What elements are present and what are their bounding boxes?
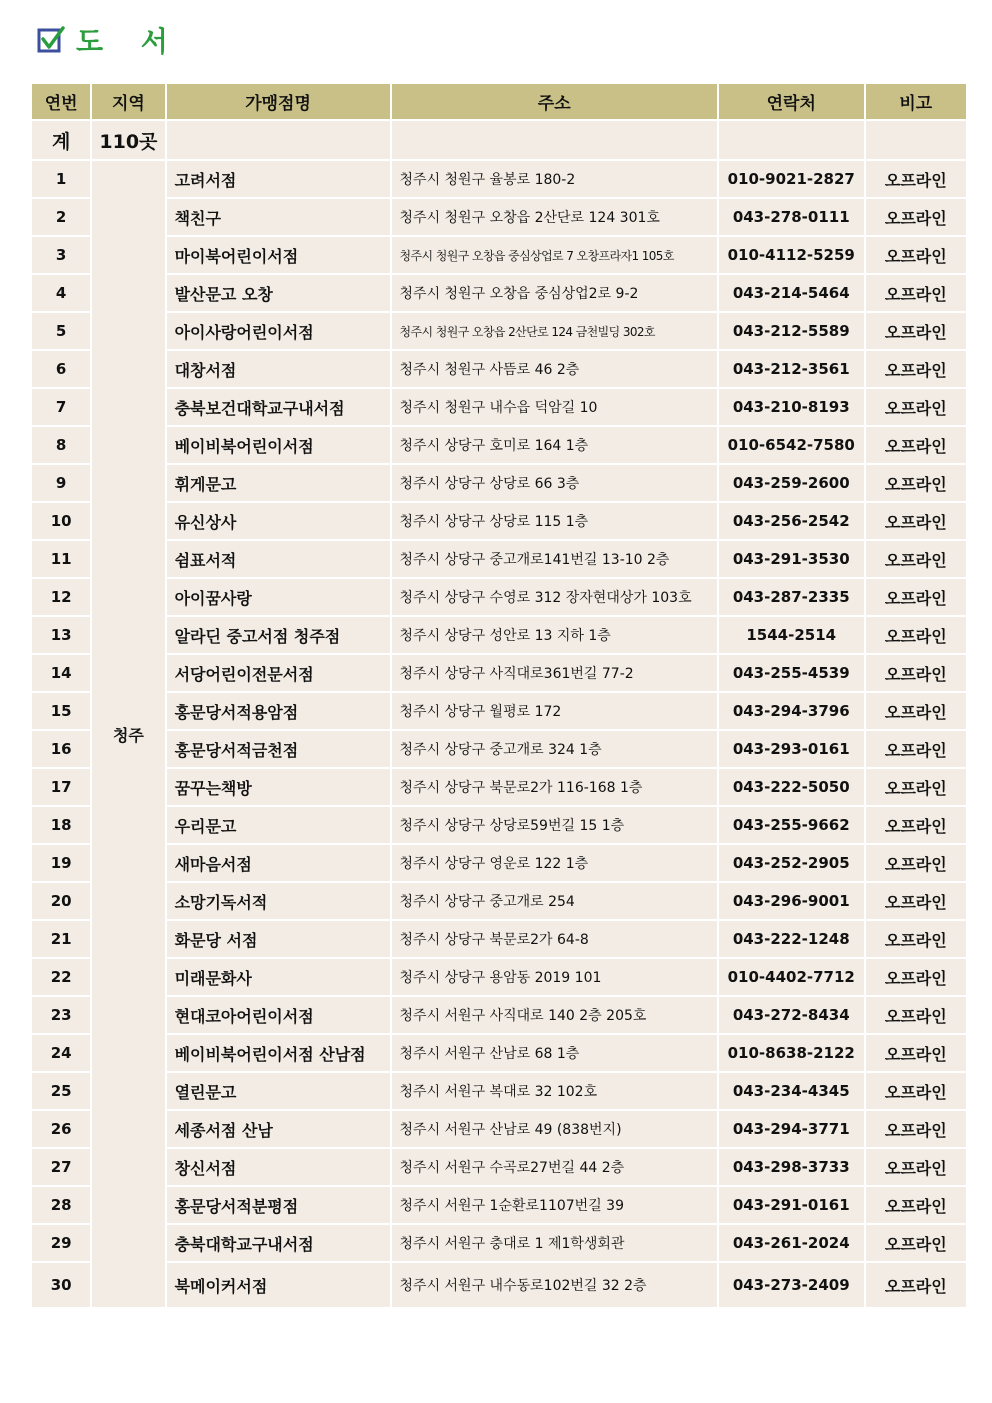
store-name: 열린문고 [167,1073,390,1109]
table-row [32,921,966,957]
store-name: 꿈꾸는책방 [167,769,390,805]
table-row [32,275,966,311]
row-number: 29 [32,1225,90,1261]
row-number: 22 [32,959,90,995]
store-address: 청주시 상당구 성안로 13 지하 1층 [392,617,717,653]
store-address: 청주시 서원구 내수동로102번길 32 2층 [392,1263,717,1307]
store-name: 마이북어린이서점 [167,237,390,273]
row-number: 1 [32,161,90,197]
store-phone: 043-272-8434 [719,997,864,1033]
store-address: 청주시 서원구 충대로 1 제1학생회관 [392,1225,717,1261]
table-row [32,1073,966,1109]
row-number: 24 [32,1035,90,1071]
store-note: 오프라인 [866,313,966,349]
store-address: 청주시 서원구 복대로 32 102호 [392,1073,717,1109]
total-row [32,121,966,159]
store-note: 오프라인 [866,275,966,311]
row-number: 7 [32,389,90,425]
store-phone: 043-298-3733 [719,1149,864,1185]
store-address: 청주시 상당구 중고개로 324 1층 [392,731,717,767]
store-note: 오프라인 [866,921,966,957]
store-note: 오프라인 [866,389,966,425]
store-phone: 043-256-2542 [719,503,864,539]
store-phone: 043-296-9001 [719,883,864,919]
table-row [32,959,966,995]
store-name: 충북보건대학교구내서점 [167,389,390,425]
row-number: 8 [32,427,90,463]
store-name: 휘게문고 [167,465,390,501]
table-row [32,161,966,197]
store-note: 오프라인 [866,1149,966,1185]
checkbox-check-icon [36,25,66,55]
row-number: 26 [32,1111,90,1147]
store-phone: 043-278-0111 [719,199,864,235]
store-address: 청주시 청원구 사뜸로 46 2층 [392,351,717,387]
table-row [32,313,966,349]
store-name: 아이사랑어린이서점 [167,313,390,349]
row-number: 2 [32,199,90,235]
store-phone: 010-4402-7712 [719,959,864,995]
store-note: 오프라인 [866,1263,966,1307]
store-phone: 043-222-1248 [719,921,864,957]
section-title: 도 서 [76,25,182,58]
store-note: 오프라인 [866,883,966,919]
store-note: 오프라인 [866,769,966,805]
store-address: 청주시 서원구 산남로 49 (838번지) [392,1111,717,1147]
store-address: 청주시 서원구 사직대로 140 2층 205호 [392,997,717,1033]
store-address: 청주시 서원구 1순환로1107번길 39 [392,1187,717,1223]
region-cell: 청주 [92,161,164,1307]
store-phone: 043-212-5589 [719,313,864,349]
header-region: 지역 [92,84,164,119]
header-address: 주소 [392,84,717,119]
store-address: 청주시 청원구 오창읍 2산단로 124 금천빌딩 302호 [392,313,717,349]
row-number: 25 [32,1073,90,1109]
store-note: 오프라인 [866,351,966,387]
store-note: 오프라인 [866,959,966,995]
store-name: 충북대학교구내서점 [167,1225,390,1261]
store-address: 청주시 상당구 사직대로361번길 77-2 [392,655,717,691]
store-phone: 043-291-0161 [719,1187,864,1223]
store-phone: 043-294-3796 [719,693,864,729]
table-row [32,541,966,577]
store-name: 화문당 서점 [167,921,390,957]
table-row [32,465,966,501]
table-row [32,883,966,919]
store-address: 청주시 서원구 산남로 68 1층 [392,1035,717,1071]
store-phone: 043-287-2335 [719,579,864,615]
store-address: 청주시 상당구 월평로 172 [392,693,717,729]
table-row [32,655,966,691]
store-note: 오프라인 [866,427,966,463]
total-count: 110곳 [92,121,164,159]
store-note: 오프라인 [866,731,966,767]
store-name: 북메이커서점 [167,1263,390,1307]
table-row [32,693,966,729]
store-phone: 043-252-2905 [719,845,864,881]
store-address: 청주시 상당구 상당로 115 1층 [392,503,717,539]
table-row [32,1035,966,1071]
store-note: 오프라인 [866,655,966,691]
store-phone: 043-261-2024 [719,1225,864,1261]
store-phone: 043-293-0161 [719,731,864,767]
store-name: 서당어린이전문서점 [167,655,390,691]
store-address: 청주시 청원구 내수읍 덕암길 10 [392,389,717,425]
store-name: 발산문고 오창 [167,275,390,311]
table-row [32,1149,966,1185]
store-phone: 043-259-2600 [719,465,864,501]
store-name: 베이비북어린이서점 [167,427,390,463]
row-number: 11 [32,541,90,577]
row-number: 6 [32,351,90,387]
row-number: 30 [32,1263,90,1307]
store-note: 오프라인 [866,617,966,653]
table-row [32,997,966,1033]
store-note: 오프라인 [866,807,966,843]
table-row [32,579,966,615]
store-name: 현대코아어린이서점 [167,997,390,1033]
table-row [32,1187,966,1223]
store-phone: 043-255-9662 [719,807,864,843]
row-number: 28 [32,1187,90,1223]
row-number: 9 [32,465,90,501]
store-note: 오프라인 [866,1187,966,1223]
store-name: 새마음서점 [167,845,390,881]
header-store: 가맹점명 [167,84,390,119]
bookstore-table [30,82,968,1309]
table-row [32,845,966,881]
store-phone: 010-4112-5259 [719,237,864,273]
store-phone: 043-234-4345 [719,1073,864,1109]
store-phone: 010-9021-2827 [719,161,864,197]
store-name: 유신상사 [167,503,390,539]
store-phone: 1544-2514 [719,617,864,653]
row-number: 17 [32,769,90,805]
store-phone: 043-222-5050 [719,769,864,805]
store-name: 쉼표서적 [167,541,390,577]
table-row [32,807,966,843]
store-address: 청주시 상당구 중고개로141번길 13-10 2층 [392,541,717,577]
store-name: 홍문당서적금천점 [167,731,390,767]
row-number: 12 [32,579,90,615]
table-row [32,351,966,387]
store-phone: 010-8638-2122 [719,1035,864,1071]
store-name: 미래문화사 [167,959,390,995]
store-note: 오프라인 [866,1035,966,1071]
store-note: 오프라인 [866,579,966,615]
row-number: 27 [32,1149,90,1185]
store-note: 오프라인 [866,503,966,539]
row-number: 16 [32,731,90,767]
store-note: 오프라인 [866,199,966,235]
row-number: 21 [32,921,90,957]
store-note: 오프라인 [866,693,966,729]
table-row [32,389,966,425]
store-note: 오프라인 [866,161,966,197]
store-phone: 010-6542-7580 [719,427,864,463]
store-name: 책친구 [167,199,390,235]
total-label: 계 [32,121,90,159]
store-name: 알라딘 중고서점 청주점 [167,617,390,653]
header-phone: 연락처 [719,84,864,119]
store-address: 청주시 청원구 오창읍 중심상업로 7 오창프라자1 105호 [392,237,717,273]
store-note: 오프라인 [866,1111,966,1147]
store-address: 청주시 상당구 상당로 66 3층 [392,465,717,501]
table-row [32,769,966,805]
store-address: 청주시 청원구 오창읍 2산단로 124 301호 [392,199,717,235]
row-number: 13 [32,617,90,653]
table-header-row [32,84,966,119]
table-row [32,1263,966,1307]
store-phone: 043-273-2409 [719,1263,864,1307]
row-number: 19 [32,845,90,881]
store-address: 청주시 상당구 중고개로 254 [392,883,717,919]
section-heading [36,20,182,60]
store-name: 창신서점 [167,1149,390,1185]
store-address: 청주시 청원구 율봉로 180-2 [392,161,717,197]
store-name: 우리문고 [167,807,390,843]
store-note: 오프라인 [866,1073,966,1109]
store-phone: 043-294-3771 [719,1111,864,1147]
store-phone: 043-291-3530 [719,541,864,577]
store-note: 오프라인 [866,845,966,881]
row-number: 23 [32,997,90,1033]
row-number: 10 [32,503,90,539]
store-address: 청주시 청원구 오창읍 중심상업2로 9-2 [392,275,717,311]
store-name: 세종서점 산남 [167,1111,390,1147]
store-address: 청주시 상당구 호미로 164 1층 [392,427,717,463]
store-address: 청주시 상당구 영운로 122 1층 [392,845,717,881]
header-note: 비고 [866,84,966,119]
store-name: 소망기독서적 [167,883,390,919]
row-number: 5 [32,313,90,349]
store-phone: 043-255-4539 [719,655,864,691]
row-number: 3 [32,237,90,273]
store-phone: 043-212-3561 [719,351,864,387]
store-name: 베이비북어린이서점 산남점 [167,1035,390,1071]
store-note: 오프라인 [866,997,966,1033]
store-name: 아이꿈사랑 [167,579,390,615]
store-phone: 043-214-5464 [719,275,864,311]
table-row [32,617,966,653]
row-number: 20 [32,883,90,919]
row-number: 18 [32,807,90,843]
table-row [32,1225,966,1261]
store-name: 대창서점 [167,351,390,387]
table-row [32,237,966,273]
store-address: 청주시 서원구 수곡로27번길 44 2층 [392,1149,717,1185]
store-phone: 043-210-8193 [719,389,864,425]
table-row [32,503,966,539]
row-number: 4 [32,275,90,311]
row-number: 15 [32,693,90,729]
store-note: 오프라인 [866,465,966,501]
table-row [32,199,966,235]
store-address: 청주시 상당구 북문로2가 116-168 1층 [392,769,717,805]
store-note: 오프라인 [866,541,966,577]
store-name: 고려서점 [167,161,390,197]
store-name: 홍문당서적분평점 [167,1187,390,1223]
row-number: 14 [32,655,90,691]
store-address: 청주시 상당구 북문로2가 64-8 [392,921,717,957]
table-row [32,1111,966,1147]
store-note: 오프라인 [866,1225,966,1261]
store-address: 청주시 상당구 용암동 2019 101 [392,959,717,995]
table-row [32,731,966,767]
store-name: 홍문당서적용암점 [167,693,390,729]
store-address: 청주시 상당구 상당로59번길 15 1층 [392,807,717,843]
header-no: 연번 [32,84,90,119]
store-address: 청주시 상당구 수영로 312 장자현대상가 103호 [392,579,717,615]
store-note: 오프라인 [866,237,966,273]
table-row [32,427,966,463]
